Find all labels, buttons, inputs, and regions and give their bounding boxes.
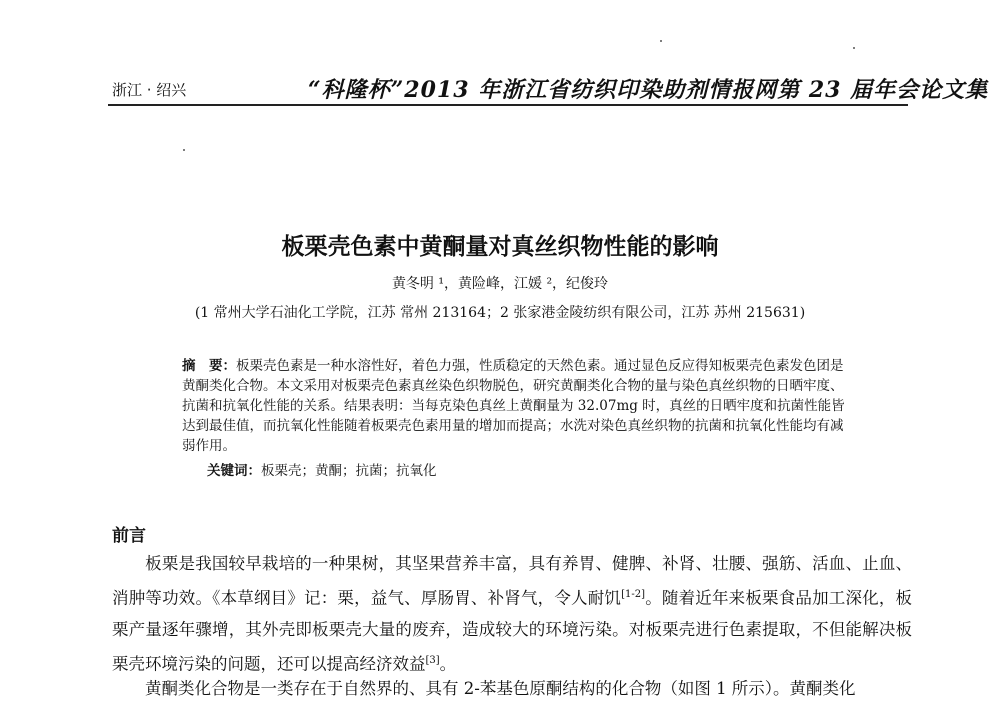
- para1-text-cont: 。随着近年来板栗食品加工深化，板栗产量逐年骤增，其外壳即板栗壳大量的废弃，造成较大的环境污染。对板栗壳进行色素提取，不但能解决板栗壳环境污染的问题，还可以提高经济效益: [112, 588, 913, 673]
- para1-text: 板栗是我国较早栽培的一种果树，其坚果营养丰富，具有养胃、健脾、补肾、壮腰、强筋、活血、止血、消肿等功效。《本草纲目》记：栗，益气、厚肠胃、补肾气，令人耐饥: [112, 554, 912, 608]
- abstract: [182, 356, 850, 456]
- header-proceedings-title: “科隆杯”2013 年浙江省纺织印染助剂情报网第 23 届年会论文集: [308, 77, 989, 103]
- body-paragraph: [112, 673, 912, 704]
- para2-text: 黄酮类化合物是一类存在于自然界的、具有 2-苯基色原酮结构的化合物（如图 1 所示）。黄酮类化: [145, 679, 856, 698]
- abstract-text: 板栗壳色素是一种水溶性好，着色力强，性质稳定的天然色素。通过显色反应得知板栗壳色素发色团是黄酮类化合物。本文采用对板栗壳色素真丝染色织物脱色，研究黄酮类化合物的量与染色真丝织物的日晒牢度、抗菌和抗氧化性能的关系。结果表明：当每克染色真丝上黄酮量为 32.07mg 时，真丝的日晒牢度和抗菌性能皆达到最佳值，而抗氧化性能随着板栗壳色素用量的增加而提高；水洗对染色真丝织物的抗菌和抗氧化性能均有减弱作用。: [182, 358, 845, 454]
- scan-speck: [183, 149, 185, 151]
- citation: [3]: [425, 654, 440, 666]
- paper-affiliation: (1 常州大学石油化工学院，江苏 常州 213164；2 张家港金陵纺织有限公司，江苏 苏州 215631): [194, 305, 806, 321]
- para1-end: 。: [439, 654, 457, 673]
- paper-title: 板栗壳色素中黄酮量对真丝织物性能的影响: [281, 234, 719, 260]
- header-rule: [108, 104, 908, 106]
- keywords: [207, 459, 437, 479]
- paper-authors: 黄冬明 ¹，黄险峰，江媛 ²，纪俊玲: [391, 276, 609, 292]
- body-paragraph: [112, 548, 912, 679]
- keywords-label: 关键词：: [207, 463, 261, 479]
- abstract-label: 摘 要：: [182, 358, 236, 374]
- scan-speck: [853, 47, 855, 49]
- keywords-text: 板栗壳；黄酮；抗菌；抗氧化: [261, 463, 437, 479]
- section-heading-preface: 前言: [112, 526, 146, 546]
- citation: [1-2]: [621, 589, 645, 600]
- header-location: 浙江 · 绍兴: [112, 81, 187, 99]
- scan-speck: [660, 40, 662, 42]
